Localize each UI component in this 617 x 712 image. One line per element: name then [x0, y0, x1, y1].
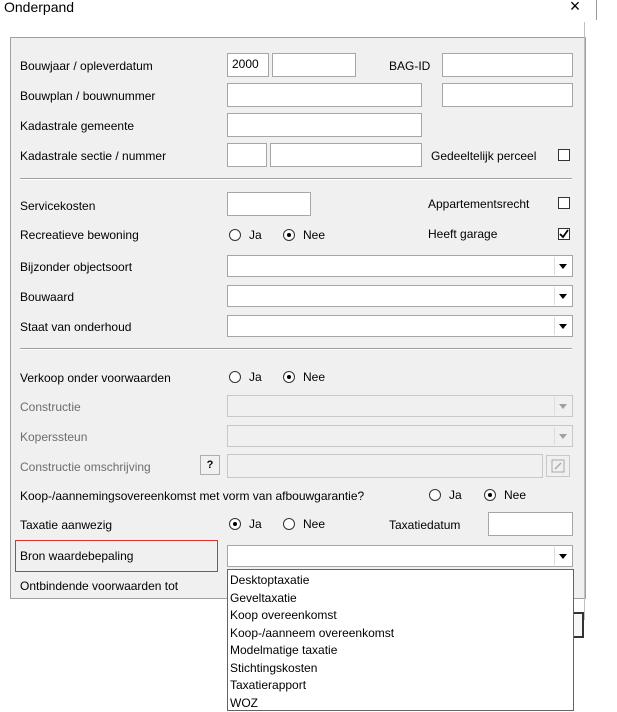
dropdown-option[interactable]: Geveltaxatie — [230, 590, 297, 605]
servicekosten-label: Servicekosten — [20, 199, 96, 213]
chevron-down-icon[interactable] — [554, 287, 571, 305]
taxatie-ja-radio[interactable] — [229, 518, 241, 530]
bouwjaar-input[interactable] — [227, 53, 269, 77]
verkoop-nee-radio[interactable] — [283, 371, 295, 383]
bouwnummer-input[interactable] — [442, 83, 573, 107]
dialog-title: Onderpand — [4, 0, 75, 15]
heeft-garage-checkbox[interactable] — [558, 228, 570, 240]
kadastrale-gemeente-label: Kadastrale gemeente — [20, 119, 135, 133]
radio-selected-dot — [287, 233, 291, 237]
gedeeltelijk-perceel-checkbox[interactable] — [558, 149, 570, 161]
taxatie-aanwezig-label: Taxatie aanwezig — [20, 518, 113, 532]
verkoop-ja-radio[interactable] — [229, 371, 241, 383]
title-separator — [596, 0, 597, 20]
dropdown-option[interactable]: WOZ — [230, 695, 258, 710]
taxatie-nee-radio[interactable] — [283, 518, 295, 530]
appartementsrecht-checkbox[interactable] — [558, 197, 570, 209]
koop-aanneming-nee-label: Nee — [504, 488, 527, 502]
title-bar — [0, 0, 617, 22]
heeft-garage-label: Heeft garage — [428, 227, 498, 241]
ontbindende-voorwaarden-label: Ontbindende voorwaarden tot — [20, 579, 179, 593]
kadastrale-sectie-label: Kadastrale sectie / nummer — [20, 149, 167, 163]
chevron-down-icon — [554, 427, 571, 445]
section-divider — [20, 348, 572, 350]
recreatieve-nee-label: Nee — [303, 228, 326, 242]
edit-button[interactable] — [546, 455, 570, 477]
koop-aanneming-ja-label: Ja — [449, 488, 462, 502]
close-icon[interactable]: × — [569, 0, 581, 16]
recreatieve-bewoning-label: Recreatieve bewoning — [20, 228, 139, 242]
dropdown-option[interactable]: Taxatierapport — [230, 678, 307, 692]
taxatiedatum-input[interactable] — [488, 512, 573, 536]
staat-van-onderhoud-select[interactable] — [227, 315, 573, 337]
constructie-omschrijving-input[interactable] — [227, 454, 543, 478]
section-divider — [20, 178, 572, 180]
kadastrale-sectie-input[interactable] — [227, 143, 267, 167]
opleverdatum-input[interactable] — [272, 53, 356, 77]
bouwjaar-label: Bouwjaar / opleverdatum — [20, 59, 153, 73]
bouwjaar-value: 2000 — [232, 57, 259, 71]
bouwaard-select[interactable] — [227, 285, 573, 307]
koperssteun-select[interactable] — [227, 425, 573, 447]
constructie-select[interactable] — [227, 395, 573, 417]
radio-selected-dot — [488, 493, 492, 497]
appartementsrecht-label: Appartementsrecht — [428, 197, 530, 211]
koop-aanneming-nee-radio[interactable] — [484, 489, 496, 501]
taxatie-nee-label: Nee — [303, 517, 326, 531]
bron-waardebepaling-label: Bron waardebepaling — [20, 549, 134, 563]
recreatieve-nee-radio[interactable] — [283, 229, 295, 241]
verkoop-ja-label: Ja — [249, 370, 262, 384]
bijzonder-objectsoort-select[interactable] — [227, 255, 573, 277]
verkoop-nee-label: Nee — [303, 370, 326, 384]
verkoop-voorwaarden-label: Verkoop onder voorwaarden — [20, 371, 171, 385]
gedeeltelijk-perceel-label: Gedeeltelijk perceel — [431, 149, 537, 163]
chevron-down-icon[interactable] — [554, 547, 571, 565]
koperssteun-label: Koperssteun — [20, 430, 88, 444]
dropdown-option[interactable]: Modelmatige taxatie — [230, 643, 338, 657]
kadastrale-nummer-input[interactable] — [270, 143, 422, 167]
bouwplan-label: Bouwplan / bouwnummer — [20, 89, 156, 103]
servicekosten-input[interactable] — [227, 192, 311, 216]
constructie-label: Constructie — [20, 400, 81, 414]
dropdown-option[interactable]: Stichtingskosten — [230, 660, 318, 675]
kadastrale-gemeente-input[interactable] — [227, 113, 422, 137]
dropdown-option[interactable]: Desktoptaxatie — [230, 573, 310, 587]
radio-selected-dot — [287, 375, 291, 379]
radio-selected-dot — [233, 522, 237, 526]
koop-aanneming-label: Koop-/aannemingsovereenkomst met vorm van afbouwgarantie? — [20, 489, 365, 503]
taxatiedatum-label: Taxatiedatum — [389, 518, 461, 532]
recreatieve-ja-label: Ja — [249, 228, 262, 242]
dropdown-option[interactable]: Koop-/aanneem overeenkomst — [230, 625, 395, 640]
dialog-edge — [584, 22, 585, 620]
chevron-down-icon — [554, 397, 571, 415]
edit-icon — [551, 459, 565, 473]
bron-waardebepaling-dropdown — [227, 569, 574, 711]
dropdown-option[interactable]: Koop overeenkomst — [230, 608, 337, 622]
taxatie-ja-label: Ja — [249, 517, 262, 531]
staat-van-onderhoud-label: Staat van onderhoud — [20, 320, 132, 334]
bouwaard-label: Bouwaard — [20, 290, 75, 304]
bag-id-input[interactable] — [442, 53, 573, 77]
constructie-omschrijving-label: Constructie omschrijving — [20, 460, 151, 474]
bron-waardebepaling-select[interactable] — [227, 545, 573, 567]
chevron-down-icon[interactable] — [554, 257, 571, 275]
chevron-down-icon[interactable] — [554, 317, 571, 335]
bag-id-label: BAG-ID — [389, 59, 431, 73]
recreatieve-ja-radio[interactable] — [229, 229, 241, 241]
checkmark-icon — [559, 229, 569, 239]
bouwplan-input[interactable] — [227, 83, 422, 107]
koop-aanneming-ja-radio[interactable] — [429, 489, 441, 501]
help-button[interactable]: ? — [200, 455, 220, 475]
bijzonder-objectsoort-label: Bijzonder objectsoort — [20, 260, 133, 274]
